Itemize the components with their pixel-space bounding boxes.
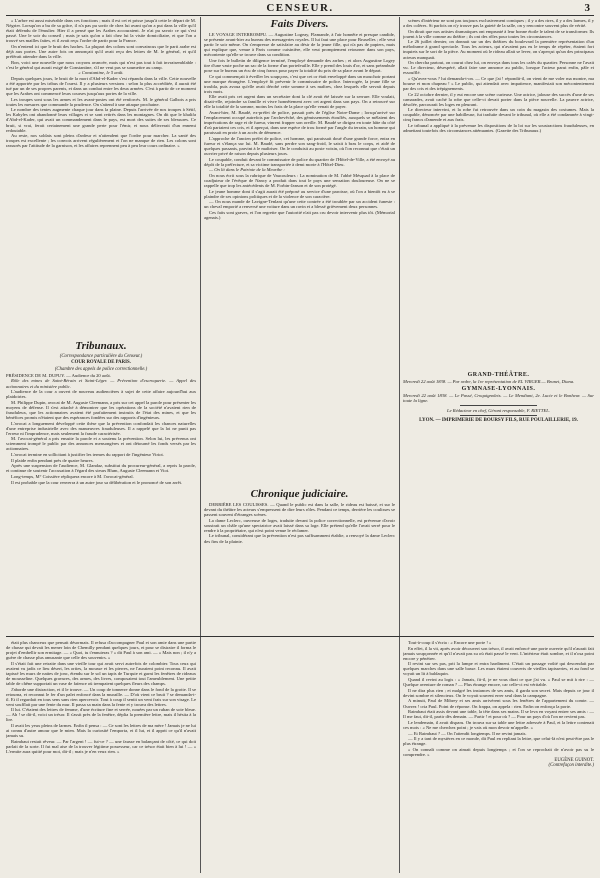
article-paragraph: scènes d'intérieur ne sont pas toujours exclusivement comiques ; il y a des rires, il y a des larmes, il y a des colères. Si parfois on n'y trouve pas la gaieté de la salle, on y rencontre souvent plus de vérité. <box>403 18 594 29</box>
tribunaux-paragraph: L'avocat termine en sollicitant à justifier les termes du rapport de l'ingénieur Viriot. <box>11 452 164 458</box>
chronique-paragraph: Le tribunal, considérant que la prévention n'est pas suffisamment établie, a renvoyé la dame Leclerc des fins de la plainte. <box>204 533 395 544</box>
section-rule <box>460 405 536 406</box>
story-paragraph: Il revint sur ses pas, prit la lampe et entra hardiment. C'était un passage voûté qui descendait par quelques marches dans une salle basse. Les murs étaient couverts de vieilles tapisseries, et au fond se voyait un lit à baldaquin. <box>403 661 594 677</box>
story-paragraph: Il s'était fait une retraite dans une vieille tour qui avait servi autrefois de colombier. Tous ceux qui avaient vu jadis ce lieu désert, les orties, la mousse et les pierres, ne l'auraient point reconnu. Il avait tapissé les murs de nattes de jonc, étendu sur le sol un tapis de Turquie et garni les fenêtres de rideaux de mousseline. Quelques gravures, des armes, des livres, composaient tout l'ameublement. Une petite table de chêne supportait un vase de faïence où trempaient quelques fleurs des champs. <box>6 660 196 686</box>
tribunaux-heading: Tribunaux. <box>75 340 127 352</box>
tribunaux-subtitle: (Correspondance particulière du Censeur.) <box>59 354 143 359</box>
article-paragraph: Le 26 juillet dernier, on donnait sur un des théâtres du boulevard la première représentation d'un mélodrame à grand spectacle. Tous les acteurs, qui n'avaient pas eu le temps de répéter, étaient fort inquiets sur le sort de la pièce. Au moment où le rideau allait se lever, on s'aperçut qu'un des principaux acteurs manquait. <box>403 39 594 60</box>
right-column-top <box>403 18 594 368</box>
gymnase-program: Mercredi 22 août 1838. — Le Passé, Croquignolets. — Le Mendiant, 2e. Lucie et le Bonheur. — Sur toute la ligne. <box>403 393 594 404</box>
story-paragraph: était plus chanceux que pensait désormais. Il refusa d'accompagner Paul et son amie dans une partie de chasse qui devait les mener loin de Chemilly pendant quelques jours, et pour se distraire il forma le projet d'embellir son ermitage. — « Quoi, tu t'ennuieras ? » dit Paul à son ami. — « Mais non ; il n'y a guère de chasse plus amusante que celle des souvenirs. » <box>6 640 196 661</box>
article-paragraph: Le nombre des tentes augmente chaque jour dans la plaine. Depuis l'arrivée de nos troupes à Sétif, les Kabyles ont abandonné leurs villages et se sont retirés dans les montagnes. On dit que le khalifa d'Abd-el-Kader, qui avait un commandement dans le pays, est mort des suites de ses blessures. Ce bruit, si vrai, ferait certainement une grande perte pour l'émir, et nous délivrerait d'un ennemi redoutable. <box>6 107 196 133</box>
left-column-top <box>6 18 196 336</box>
court-name: COUR ROYALE DE PARIS. <box>71 360 131 366</box>
chronique-paragraph: DERRIÈRE LES COULISSES. — Quand le public est dans la salle, le rideau est baissé, et sur le devant du théâtre les acteurs s'empressent de dire leurs rôles. Pendant ce temps, derrière les coulisses se passent souvent d'étranges scènes. <box>204 502 395 518</box>
tribunaux-paragraph: L'avocat a longuement développé cette thèse que la prévention confondait les chances naturelles d'une entreprise industrielle avec des manœuvres frauduleuses. Il a rappelé que la loi ne punit pas l'erreur ni l'imprudence, mais seulement la fraude caractérisée. <box>6 420 196 436</box>
faits-paragraph: Le jeune homme dont il s'agit aurait été préposé au service d'une paroisse, où l'on a bientôt eu à se plaindre de ses opinions politiques et de la violence de son caractère. <box>204 188 395 199</box>
faits-divers-section <box>204 18 395 483</box>
chronique-heading: Chronique judiciaire. <box>250 488 349 500</box>
column-divider-1 <box>200 17 201 873</box>
story-paragraph: Raimbaut était assis devant une table, la tête dans ses mains. Il se leva en voyant entrer ses amis : — Il me faut, dit-il, partir dès demain. — Partir ! et pour où ? — Pour un pays d'où l'on ne revient pas. <box>403 709 594 720</box>
article-paragraph: Depuis quelques jours, le bruit de la mort d'Abd-el-Kader s'est répandu dans la ville. Cette nouvelle a été apportée par les tribus de l'ouest. Il y a plusieurs versions : selon la plus accréditée, il aurait été tué par un de ses propres parents, et dans un combat entre les deux armées. C'est à partir de ce moment que les Arabes ont commencé leurs courses jusqu'aux portes de la ville. <box>6 75 196 97</box>
masthead-rule <box>6 15 594 16</box>
tribunaux-paragraph: Il plaide enfin pendant près de quatre heures. <box>11 457 94 463</box>
tribunaux-section <box>6 337 196 633</box>
article-paragraph: Le directeur intervint, et la robe fut retrouvée dans un coin du magasin des costumes. Mais la coupable, dénoncée par une habilleuse, fut traduite devant le tribunal, où elle a été condamnée à vingt-cinq francs d'amende et aux frais. <box>403 107 594 123</box>
court-chamber: (Chambre des appels de police correctionnelle.) <box>54 366 148 372</box>
grand-theatre-program: Mercredi 22 août 1838. — Par ordre, la 1re représentation de EL VIRGER.— Brunet, Diana. <box>403 379 575 384</box>
theatre-section <box>403 370 594 634</box>
gymnase-heading: GYMNASE-LYONNAIS. <box>461 386 536 393</box>
right-column-bottom <box>403 640 594 873</box>
story-paragraph: Il ne dira plus rien ; et malgré les instances de ses amis, il garda son secret. Mais depuis ce jour il devint sombre et silencieux. On le voyait souvent errer seul dans la campagne. <box>403 687 594 698</box>
story-paragraph: Tout-à-coup il s'écria : « Encore une porte ! » <box>408 640 492 645</box>
faits-paragraph: — On nous mande de Lavigne-Tenlant qu'une cette contrée a été troublée par un accident funeste : un cheval emporté a renversé une voiture dans un ravin et a blessé grièvement deux personnes. <box>204 199 395 210</box>
faits-paragraph: LE VOYAGE INTERROMPU. — Augustine Logeay, Flamande, à l'air honnête et presque candide, se présente avant-hier au bureau des messageries royales. Il lui faut une place pour Bruxelles ; elle veut partir le soir même. On s'empresse de satisfaire au désir de la jeune fille, qui n'a pas de papiers, mais qui explique que, venue à Paris comme cuisinière, elle veut promptement retourner dans son pays, mécontente qu'elle se trouve dans sa condition. <box>204 32 395 58</box>
printer-imprint: LYON. — IMPRIMERIE DE BOURSY FILS, RUE POULAILLERIE, 19. <box>419 418 578 424</box>
author-signature: EUGÈNE GUINOT. <box>554 757 594 763</box>
story-paragraph: Il lut. C'étaient des lettres de femme, d'une écriture fine et serrée, nouées par un ruban de soie bleue. — Ah ! se dit-il, voici un trésor. Il s'assit près de la fenêtre, déplia la première lettre, mais il hésita à la lire. <box>6 707 196 723</box>
article-paragraph: Le tribunal a appliqué à la prévenue les dispositions de la loi sur les soustractions frauduleuses, en admettant toutefois des circonstances atténuantes. (Gazette des Tribunaux.) <box>403 123 594 134</box>
story-paragraph: « On connaît comme on aimait depuis longtemps ; et l'on se reprochait de n'avoir pas su le comprendre. » <box>403 746 594 757</box>
faits-paragraph: On nous écrit sous la rubrique de Vaucouleurs : La nomination de M. l'abbé Mésquad à la place de coadjuteur de l'évêque de Nancy a produit dans tout le pays une sensation douloureuse. On ne se rappelle que trop les antécédents de M. Forbin-Janson et de son protégé. <box>204 173 395 189</box>
story-paragraph: A minuit, Paul de Mibrey et ses amis arrivèrent sous les fenêtres de l'appartement du comte. — Ouvrez ! cria Paul. Point de réponse. On frappa, on appela : rien. Enfin on enfonça la porte. <box>403 698 594 709</box>
faits-paragraph: Avant-hier, M. Baudé, ex-préfet de police, passait près de l'église Notre-Dame ; lorsqu'arrivé sur l'emplacement occupé autrefois par l'archevêché, des gémissements étouffés, auxquels se mêlaient des imprécations de rage et de fureur, vinrent frapper son oreille. M. Baudé se dirigea en toute hâte du côté d'où partaient ces cris, et il aperçut, dans une espèce de trou formé par l'angle du terrain, un homme qui paraissait en proie à un accès de démence. <box>204 110 395 136</box>
tribunaux-paragraph: M. l'avocat-général a pris ensuite la parole et a soutenu la prévention. Selon lui, les prévenus ont sciemment trompé le public par des annonces mensongères et ont détourné les fonds versés par les actionnaires. <box>6 436 196 452</box>
story-paragraph: Quand il revint au logis : « Jamais, fit-il, je ne vous dirai ce que j'ai vu. » Paul se mit à rire : — Quelque aventure de roman ? — Plus étrange encore, car celle-ci est véritable. <box>403 677 594 688</box>
chronique-section <box>204 485 395 635</box>
faits-paragraph: Ces faits sont graves, et l'on regrette que l'autorité n'ait pas cru devoir intervenir plus tôt. (Mémorial agenais.) <box>204 210 395 221</box>
article-paragraph: Les troupes sont sous les armes et les avant-postes ont été renforcés. M. le général Galbois a pris toutes les mesures que commande la prudence. On s'attend à une attaque prochaine. <box>6 96 196 107</box>
newspaper-title: CENSEUR. <box>266 2 334 14</box>
column-divider-2 <box>399 17 400 873</box>
page-number: 3 <box>584 2 590 14</box>
feuilleton-rule <box>6 636 594 637</box>
tribunaux-paragraph: Il est probable que la cour renverra à un autre jour sa délibération et le prononcé de son arrêt. <box>11 479 183 485</box>
copyright-note: (Contrefaçon interdite.) <box>548 762 594 768</box>
case-title: Rôle des mines de Saint-Bérain et Saint-Léger. — Prévention d'escroquerie. — Appel des actionnaires et du ministère public. <box>6 378 196 389</box>
presidence-line: PRÉSIDENCE DE M. DUPUY. — Audience du 20 août. <box>6 372 111 378</box>
story-paragraph: Le lendemain, il avait disparu. On trouva sur sa table une lettre adressée à Paul, et la lettre contenait ces mots : « Ne me cherchez point ; je vais où mon devoir m'appelle. » <box>403 719 594 730</box>
faits-paragraph: Ce qui commençait à éveiller les soupçons, c'est que cet or était enveloppé dans un mouchoir portant une marque étrangère. L'employé fit prévenir le commissaire de police. Interrogée, la jeune fille se troubla, puis avoua qu'elle avait dérobé cette somme à ses maîtres, chez lesquels elle servait depuis trois mois. <box>204 73 395 94</box>
faits-paragraph: Une fois le bulletin de diligence terminé, l'employé demande des arrhes ; et alors Augustine Logey tire d'une vaste poche un sac de la forme d'un portefeuille. Elle y prend des louis d'or, et sans préambule pose sur le bureau un écu de cinq francs pour payer la totalité du prix de sa place avant le départ. <box>204 57 395 73</box>
faits-paragraph: — On lit dans le Patriote de la Meurthe : <box>209 167 285 173</box>
tribunaux-paragraph: Long-temps, M° Coissière répliquera encore à M. l'avocat-général. <box>11 474 134 480</box>
article-paragraph: On n'entend ici que le bruit des haches. La plupart des colons sont convaincus que le parti arabe est déjà aux portes. Une autre fois on annonçait qu'il avait reçu des lettres de M. le général, et qu'il préférait attendre dans la ville. <box>6 43 196 59</box>
faits-divers-heading: Faits Divers. <box>270 18 329 30</box>
faits-paragraph: L'approche de l'ancien préfet de police, cet homme, qui paraissait doué d'une grande force, entra en fureur et s'élança sur lui. M. Baudé, sans perdre son sang-froid, le saisit à bras le corps, et aidé de quelques passants, parvint à le maîtriser. On le conduisit au poste voisin, où l'on reconnut que c'était un ouvrier privé de raison depuis plusieurs jours. <box>204 135 395 157</box>
article-paragraph: Ce 22 octobre dernier, il y eut encore une scène curieuse. Une actrice, jalouse des succès d'une de ses camarades, avait caché la robe que celle-ci devait porter dans la pièce nouvelle. La pauvre actrice, désolée, parcourait les loges en pleurant. <box>403 91 594 107</box>
masthead <box>0 2 600 14</box>
dateline: « Constantine, le 5 août. <box>78 70 124 76</box>
article-paragraph: « Qu'avez-vous ? lui demanda-t-on. — Ce que j'ai ! répondit-il, on vient de me voler ma montre, ma bourse et mon chapeau ! » Le public, qui attendait avec impatience, manifestait son mécontentement par des cris et des trépignements. <box>403 75 594 91</box>
article-paragraph: Au reste, nos soldats sont pleins d'ardeur et n'attendent que l'ordre pour marcher. La santé des troupes est excellente ; les convois arrivent régulièrement et l'on ne manque de rien. Les colons sont rassurés par l'attitude de la garnison, et les affaires reprennent peu à peu leur cours ordinaire. » <box>6 133 196 149</box>
story-paragraph: — Il y a tant de mystères en ce monde, dit Paul en repliant la lettre, que celui-là n'est peut-être pas le plus étrange. <box>403 736 594 747</box>
grand-theatre-heading: GRAND-THÉÂTRE. <box>467 372 530 378</box>
chronique-paragraph: La dame Leclerc, ouvreuse de loges, traduite devant la police correctionnelle, est prévenue d'avoir soustrait un châle qu'une spectatrice avait laissé dans sa loge. Elle prétend qu'elle l'avait serré pour le rendre à la propriétaire, qui n'est point venue le réclamer. <box>204 517 395 533</box>
tribunaux-paragraph: L'audience de la cour a ouvert de nouveau audiencières à sujet de cette affaire aujourd'hui aux plaidoiries. <box>6 389 196 400</box>
article-paragraph: « L'arbre est aussi misérable dans ces fonctions ; mais il est cet et prisse jusqu'à cette le départ de M. Négrier. Lorsqu'on a bu de sa grâce, il n'a pas pu sortir de chez lui avant qu'on a put dans la ville qu'il était défendu de l'émulier. Hier il a pensé que les Arabes accouraient. Je n'ai pu savoir ce qui s'est passé. Une le soir du conseil ; mais je sais qu'on a fait chez lui la visite domiciliaire, et que l'on a trouvé ses mailles faites, et il avait reçu l'ordre de partir pour la France. <box>6 18 196 44</box>
section-rule <box>460 415 536 416</box>
left-column-bottom <box>6 640 196 873</box>
article-paragraph: On dirait que nos artistes dramatiques ont emprunté à leur bonne étoile le talent de se transformer. Ils jouent à la ville comme au théâtre ; ils ont des rôles pour toutes les circonstances. <box>403 28 594 39</box>
editor-line: Le Rédacteur en chef, Gérant responsable, F. RIETTEL. <box>447 408 550 414</box>
faits-paragraph: Le coupable, conduit devant le commissaire de police du quartier de l'Hôtel-de-Ville, a été envoyé au dépôt de la préfecture, et sa victime transportée à demi morte à l'Hôtel-Dieu. <box>204 156 395 167</box>
tribunaux-paragraph: Après une suspension de l'audience, M. Glandaz, substitut du procureur-général, a repris la parole, et continue de soutenir l'accusation à l'égard des sieurs Blum, Auguste Cleemann et Viot. <box>6 463 196 474</box>
story-paragraph: J'aborde une distraction, et il le trouve. — Un coup de tonnerre donne dans le fond de la grotte. Il se retourna, et reconnut le fer d'un palet enfoncé dans la muraille. — D'où vient ce bruit ? se demanda-t-il. Et il regardait en tous sens sans rien apercevoir. Tout à coup il sentit un vent frais sur son visage. Le vent soufflait par une fente du mur. Il passa sa main dans la fente et y trouva des lettres. <box>6 686 196 707</box>
article-paragraph: On chercha partout, on courut chez lui, on envoya dans tous les cafés du quartier. Personne ne l'avait vu. Le directeur, désespéré, allait faire une annonce au public, lorsque l'acteur parut enfin, pâle et essoufflé. <box>403 60 594 76</box>
article-paragraph: Bon, voici une nouvelle que nous croyons avancée, mais qui n'est pas tout à fait invraisemblable : c'est le général qui aurait exigé de Constantine, s'il ne veut pas se soumettre au camp. <box>6 59 196 70</box>
faits-paragraph: Elle avait pris cet argent dans un secrétaire dont la clé avait été laissée sur la serrure. Elle voulait, disait-elle, rejoindre sa famille et vivre honnêtement avec cet argent dans son pays. On a retrouvé sur elle la totalité de la somme, moins les frais de la place qu'elle venait de payer. <box>204 94 395 110</box>
story-paragraph: — Et Raimbaut ? — On l'attendit longtemps. Il ne revint jamais. <box>408 730 527 736</box>
tribunaux-paragraph: M. Philippe Dupin, avocat de M. Auguste Cleemann, a pris sur cet appel la parole pour présenter les moyens de défense. Il s'est attaché à démontrer que les opérations de la société n'avaient rien de frauduleux, que les actionnaires avaient été parfaitement instruits de l'état des mines, et que les bénéfices promis n'étaient que des espérances fondées sur des rapports d'ingénieurs. <box>6 399 196 420</box>
story-paragraph: En effet, il la vit, après avoir découvert son trésor, il avait enfoncé une porte ouverte qu'il n'aurait fait jamais soupçonnée et qu'il n'avait pas su où était passé le vent. L'intérieur était sombre, et il n'osa point encore y pénétrer. <box>403 645 594 661</box>
story-paragraph: Raimbaut restait rêveur. — Par l'argent ! — fut-ce ? — une fausse en balançant de côté, ce qui doit parlait de la sorte. Il fut mal aise de la trouver légitime possesseur, car ce trésor était bien à lui ! — « L'ermite aura quitté pour moi, dit-il ; mais je n'en veux rien. » <box>6 738 196 754</box>
story-paragraph: Il avait les yeux pleins de larmes. Enfin il pensa : — Ce sont les lettres de ma mère ! Jamais je ne lui ai connu d'autre amour que le mien. Mais la curiosité l'emporta, et il lut, et il apprit ce qu'il n'avait jamais su. <box>6 723 196 739</box>
